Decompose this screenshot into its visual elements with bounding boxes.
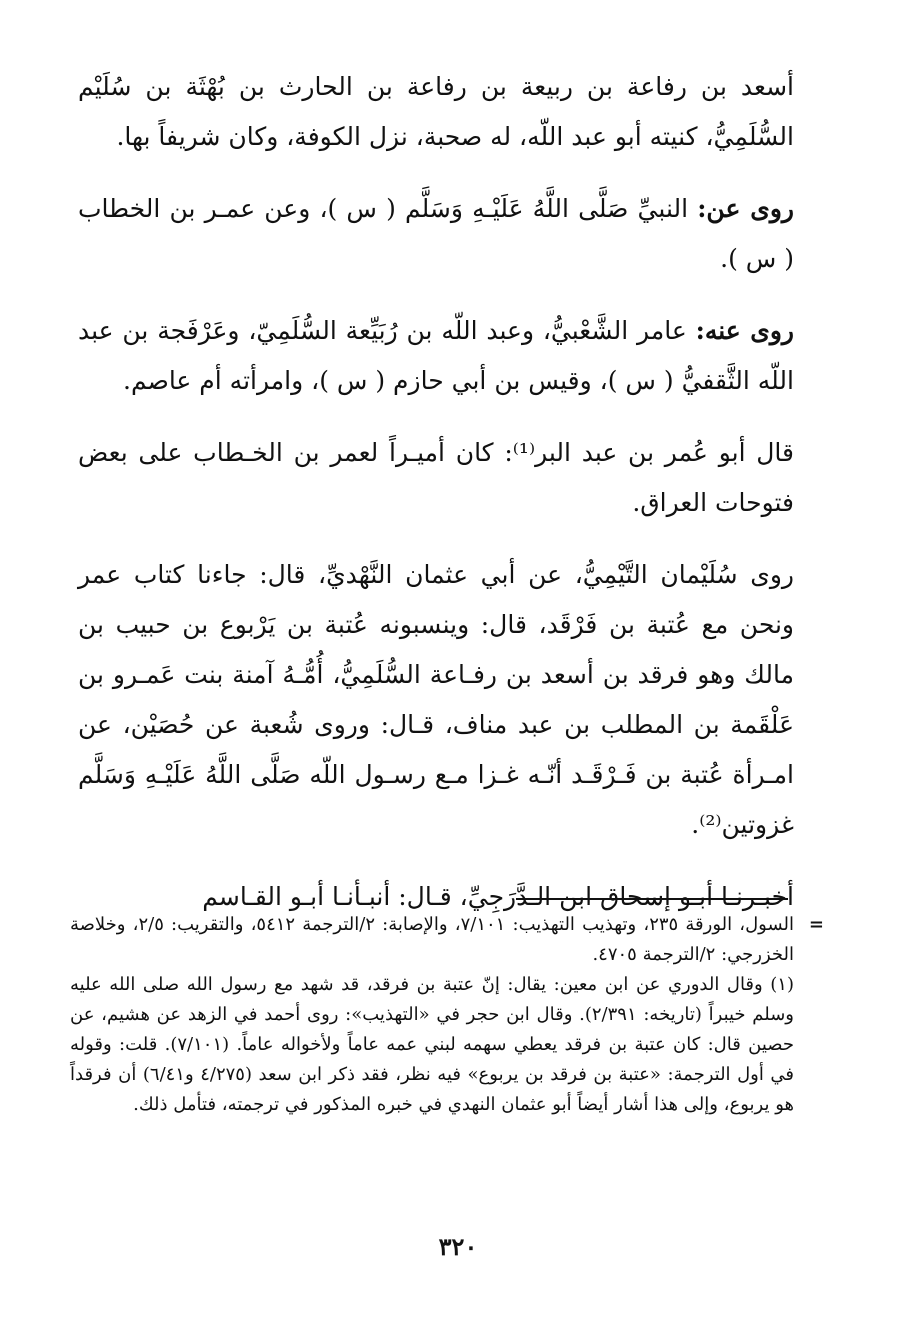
paragraph-4 (78, 428, 794, 528)
footnote-divider (516, 898, 788, 900)
paragraph-3 (78, 306, 794, 406)
footnote-continuation (70, 910, 824, 970)
paragraph-5 (78, 550, 794, 850)
paragraph-text: أسعد بن رفاعة بن ربيعة بن رفاعة بن الحارث بن بُهْثَة بن سُلَيْم السُّلَمِيُّ، كنيته أبو عبد اللّه، له صحبة، نزل الكوفة، وكان شريفاً بها. (78, 72, 794, 151)
footnotes (70, 910, 824, 1120)
paragraph-text: أخبـرنـا أبـو إسحاق ابن الـدَّرَجِيِّ، قـال: أنبـأنـا أبـو القـاسم (202, 882, 794, 911)
paragraph-2 (78, 184, 794, 284)
paragraph-lead: روى عنه: (695, 316, 794, 345)
paragraph-text: عامر الشَّعْبيُّ، وعبد اللّه بن رُبَيِّعة السُّلَمِيّ، وعَرْفَجة بن عبد اللّه الثَّقفيُّ ( س )، وقيس بن أبي حازم ( س )، وامرأته أم عاصم. (78, 316, 794, 395)
footnote-1 (70, 970, 794, 1120)
paragraph-text: النبيِّ صَلَّى اللَّهُ عَلَيْـهِ وَسَلَّم ( س )، وعن عمـر بن الخطاب ( س ). (78, 194, 794, 273)
footnote-text: (١) وقال الدوري عن ابن معين: يقال: إنّ عتبة بن فرقد، قد شهد مع رسول الله صلى الله عليه وسلم خيبراً (تاريخه: ٢/٣٩١). وقال ابن حجر في «التهذيب»: روى أحمد في الزهد عن هشيم، عن حصين قال: كان عتبة بن فرقد يعطي سهمه لبني عمه عاماً ولأخواله عاماً. (٧/١٠١). قلت: وقوله في أول الترجمة: «عتبة بن فرقد بن يربوع» فيه نظر، فقد ذكر ابن سعد (٤/٢٧٥ و٦/٤١) أن فرقداً هو يربوع، وإلى هذا أشار أيضاً أبو عثمان النهدي في خبره المذكور في ترجمته، فتأمل ذلك. (70, 974, 795, 1115)
paragraph-text: روى سُلَيْمان التَّيْمِيُّ، عن أبي عثمان النَّهْديِّ، قال: جاءنا كتاب عمر ونحن مع عُتبة بن فَرْقَد، قال: وينسبونه عُتبة بن يَرْبوع بن حبيب بن مالك وهو فرقد بن أسعد بن رفـاعة السُّلَمِيُّ، أُمُّـهُ آمنة بنت عَمـرو بن عَلْقَمة بن المطلب بن عبد مناف، قـال: وروى شُعبة عن حُصَيْن، عن امـرأة عُتبة بن فَـرْقَـد أنّـه غـزا مـع رسـول اللّه صَلَّى اللَّهُ عَلَيْـهِ وَسَلَّم غزوتين⁽²⁾. (78, 560, 794, 839)
paragraph-1 (78, 62, 794, 162)
paragraph-text: قال أبو عُمر بن عبد البر⁽¹⁾: كان أميـراً لعمر بن الخـطاب على بعض فتوحات العراق. (78, 438, 795, 517)
continuation-mark: = (808, 914, 824, 935)
paragraph-lead: روى عن: (697, 194, 794, 223)
main-text (78, 62, 794, 944)
page-number: ٣٢٠ (438, 1232, 478, 1261)
footnote-text: السول، الورقة ٢٣٥، وتهذيب التهذيب: ٧/١٠١، والإصابة: ٢/الترجمة ٥٤١٢، والتقريب: ٢/٥، وخلاصة الخزرجي: ٢/الترجمة ٤٧٠٥. (70, 914, 794, 965)
